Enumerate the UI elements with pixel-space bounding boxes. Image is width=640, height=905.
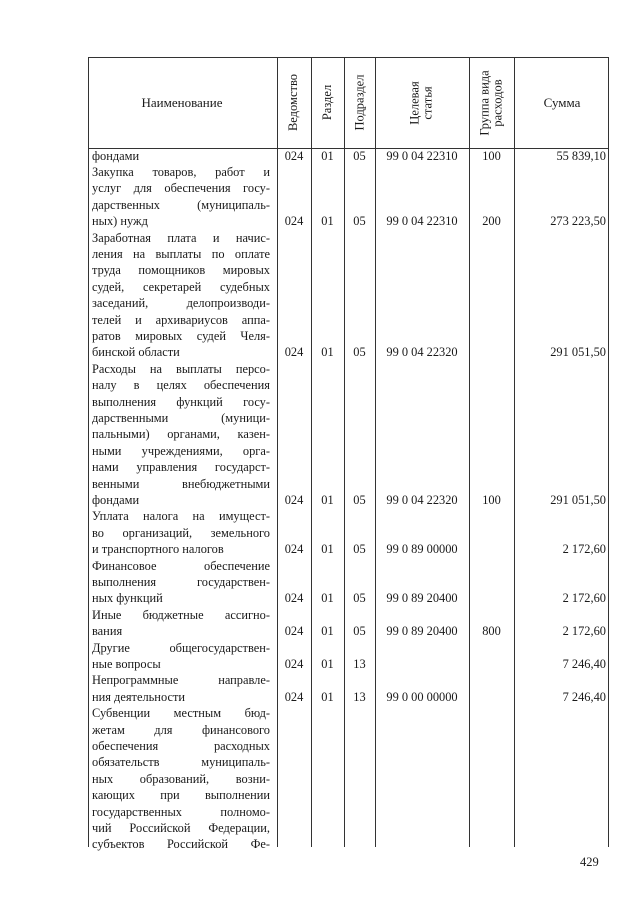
header-gruppa-line1: Группа вида [477, 69, 492, 136]
cell-vedomstvo: 024 [284, 591, 304, 606]
cell-vedomstvo: 024 [284, 345, 304, 360]
name-line: Субвенции местным бюд- [92, 706, 270, 721]
cell-vedomstvo: 024 [284, 148, 304, 163]
name-line: Уплата налога на имущест- [92, 509, 270, 524]
col-divider-razdel [311, 57, 312, 847]
cell-podrazdel: 05 [353, 148, 366, 163]
cell-podrazdel: 05 [353, 345, 366, 360]
cell-celevaya: 99 0 04 22310 [386, 214, 458, 229]
cell-podrazdel: 05 [353, 591, 366, 606]
name-line: обеспечения расходных [92, 738, 270, 753]
table-border-right [608, 57, 609, 847]
name-line: фондами [92, 492, 140, 507]
cell-summa: 2 172,60 [562, 624, 606, 639]
name-line: Иные бюджетные ассигно- [92, 607, 270, 622]
name-line: заседаний, делопроизводи- [92, 296, 270, 311]
name-line: и транспортного налогов [92, 542, 224, 557]
header-celevaya-cell [375, 57, 469, 148]
col-divider-summa [514, 57, 515, 847]
cell-razdel: 01 [321, 214, 334, 229]
cell-podrazdel: 13 [353, 689, 366, 704]
cell-razdel: 01 [321, 591, 334, 606]
cell-summa: 7 246,40 [562, 689, 606, 704]
cell-razdel: 01 [321, 148, 334, 163]
header-podrazdel-cell [344, 57, 375, 148]
cell-vedomstvo: 024 [284, 624, 304, 639]
name-line: услуг для обеспечения госу- [92, 181, 270, 196]
col-divider-podrazdel [344, 57, 345, 847]
name-line: во организаций, земельного [92, 525, 270, 540]
cell-vedomstvo: 024 [284, 214, 304, 229]
cell-razdel: 01 [321, 492, 334, 507]
page-number: 429 [580, 855, 599, 869]
cell-vedomstvo: 024 [284, 492, 304, 507]
cell-summa: 2 172,60 [562, 591, 606, 606]
name-line: дарственными (муници- [92, 410, 270, 425]
name-line: Непрограммные направле- [92, 673, 270, 688]
header-vedomstvo-cell [277, 57, 311, 148]
name-line: кающих при выполнении [92, 788, 270, 803]
cell-vedomstvo: 024 [284, 656, 304, 671]
cell-vedomstvo: 024 [284, 542, 304, 557]
name-line: выполнения функций госу- [92, 394, 270, 409]
header-razdel-cell [311, 57, 344, 148]
cell-gruppa: 100 [482, 148, 501, 163]
name-line: субъектов Российской Фе- [92, 837, 270, 852]
cell-podrazdel: 05 [353, 542, 366, 557]
header-gruppa-cell [469, 57, 514, 148]
header-celevaya-line2: статья [421, 85, 435, 120]
table-border-left [88, 57, 89, 847]
cell-podrazdel: 05 [353, 492, 366, 507]
cell-razdel: 01 [321, 542, 334, 557]
cell-celevaya: 99 0 89 00000 [386, 542, 458, 557]
name-line: выполнения государствен- [92, 574, 270, 589]
name-line: нами управления государст- [92, 460, 270, 475]
name-line: венными внебюджетными [92, 476, 270, 491]
name-line: налу в целях обеспечения [92, 378, 270, 393]
name-line: ных) нужд [92, 214, 148, 229]
name-line: Закупка товаров, работ и [92, 164, 270, 179]
cell-razdel: 01 [321, 345, 334, 360]
name-line: пальными) органами, казен- [92, 427, 270, 442]
cell-podrazdel: 05 [353, 624, 366, 639]
header-vedomstvo: Ведомство [286, 73, 301, 132]
cell-celevaya: 99 0 04 22320 [386, 345, 458, 360]
name-line: фондами [92, 148, 140, 163]
cell-gruppa: 100 [482, 492, 501, 507]
name-line: ления на выплаты по оплате [92, 246, 270, 261]
cell-podrazdel: 05 [353, 214, 366, 229]
name-line: труда помощников мировых [92, 263, 270, 278]
cell-razdel: 01 [321, 624, 334, 639]
cell-summa: 291 051,50 [550, 492, 606, 507]
cell-vedomstvo: 024 [284, 689, 304, 704]
name-line: ния деятельности [92, 689, 185, 704]
header-podrazdel: Подраздел [352, 74, 366, 131]
name-line: обязательств муниципаль- [92, 755, 270, 770]
name-line: чий Российской Федерации, [92, 820, 270, 835]
cell-gruppa: 200 [482, 214, 501, 229]
col-divider-celevaya [375, 57, 376, 847]
cell-summa: 55 839,10 [556, 148, 606, 163]
cell-celevaya: 99 0 00 00000 [386, 689, 458, 704]
name-line: ными учреждениями, орга- [92, 443, 270, 458]
col-divider-gruppa [469, 57, 470, 847]
name-line: вания [92, 624, 123, 639]
cell-celevaya: 99 0 89 20400 [386, 624, 458, 639]
header-celevaya-line1: Целевая [408, 80, 422, 125]
name-line: Расходы на выплаты персо- [92, 361, 270, 376]
name-line: Заработная плата и начис- [92, 230, 270, 245]
header-celevaya [409, 81, 435, 124]
name-line: Финансовое обеспечение [92, 558, 270, 573]
cell-razdel: 01 [321, 656, 334, 671]
cell-summa: 7 246,40 [562, 656, 606, 671]
cell-summa: 2 172,60 [562, 542, 606, 557]
name-line: государственных полномо- [92, 804, 270, 819]
name-line: судей, секретарей судебных [92, 279, 270, 294]
name-line: ратов мировых судей Челя- [92, 328, 270, 343]
cell-celevaya: 99 0 89 20400 [386, 591, 458, 606]
cell-summa: 273 223,50 [550, 214, 606, 229]
name-line: дарственных (муниципаль- [92, 197, 270, 212]
cell-celevaya: 99 0 04 22320 [386, 492, 458, 507]
name-line: ных функций [92, 591, 163, 606]
cell-celevaya: 99 0 04 22310 [386, 148, 458, 163]
name-line: телей и архивариусов аппа- [92, 312, 270, 327]
header-gruppa [479, 70, 505, 135]
cell-podrazdel: 13 [353, 656, 366, 671]
cell-gruppa: 800 [482, 624, 501, 639]
cell-summa: 291 051,50 [550, 345, 606, 360]
name-line: жетам для финансового [92, 722, 270, 737]
name-line: ные вопросы [92, 656, 161, 671]
name-line: бинской области [92, 345, 180, 360]
name-line: Другие общегосударствен- [92, 640, 270, 655]
header-name: Наименование [141, 94, 223, 110]
name-line: ных образований, возни- [92, 771, 270, 786]
header-summa: Сумма [543, 94, 581, 110]
header-razdel: Раздел [320, 84, 335, 121]
header-gruppa-line2: расходов [490, 78, 505, 127]
col-divider-vedomstvo [277, 57, 278, 847]
cell-razdel: 01 [321, 689, 334, 704]
